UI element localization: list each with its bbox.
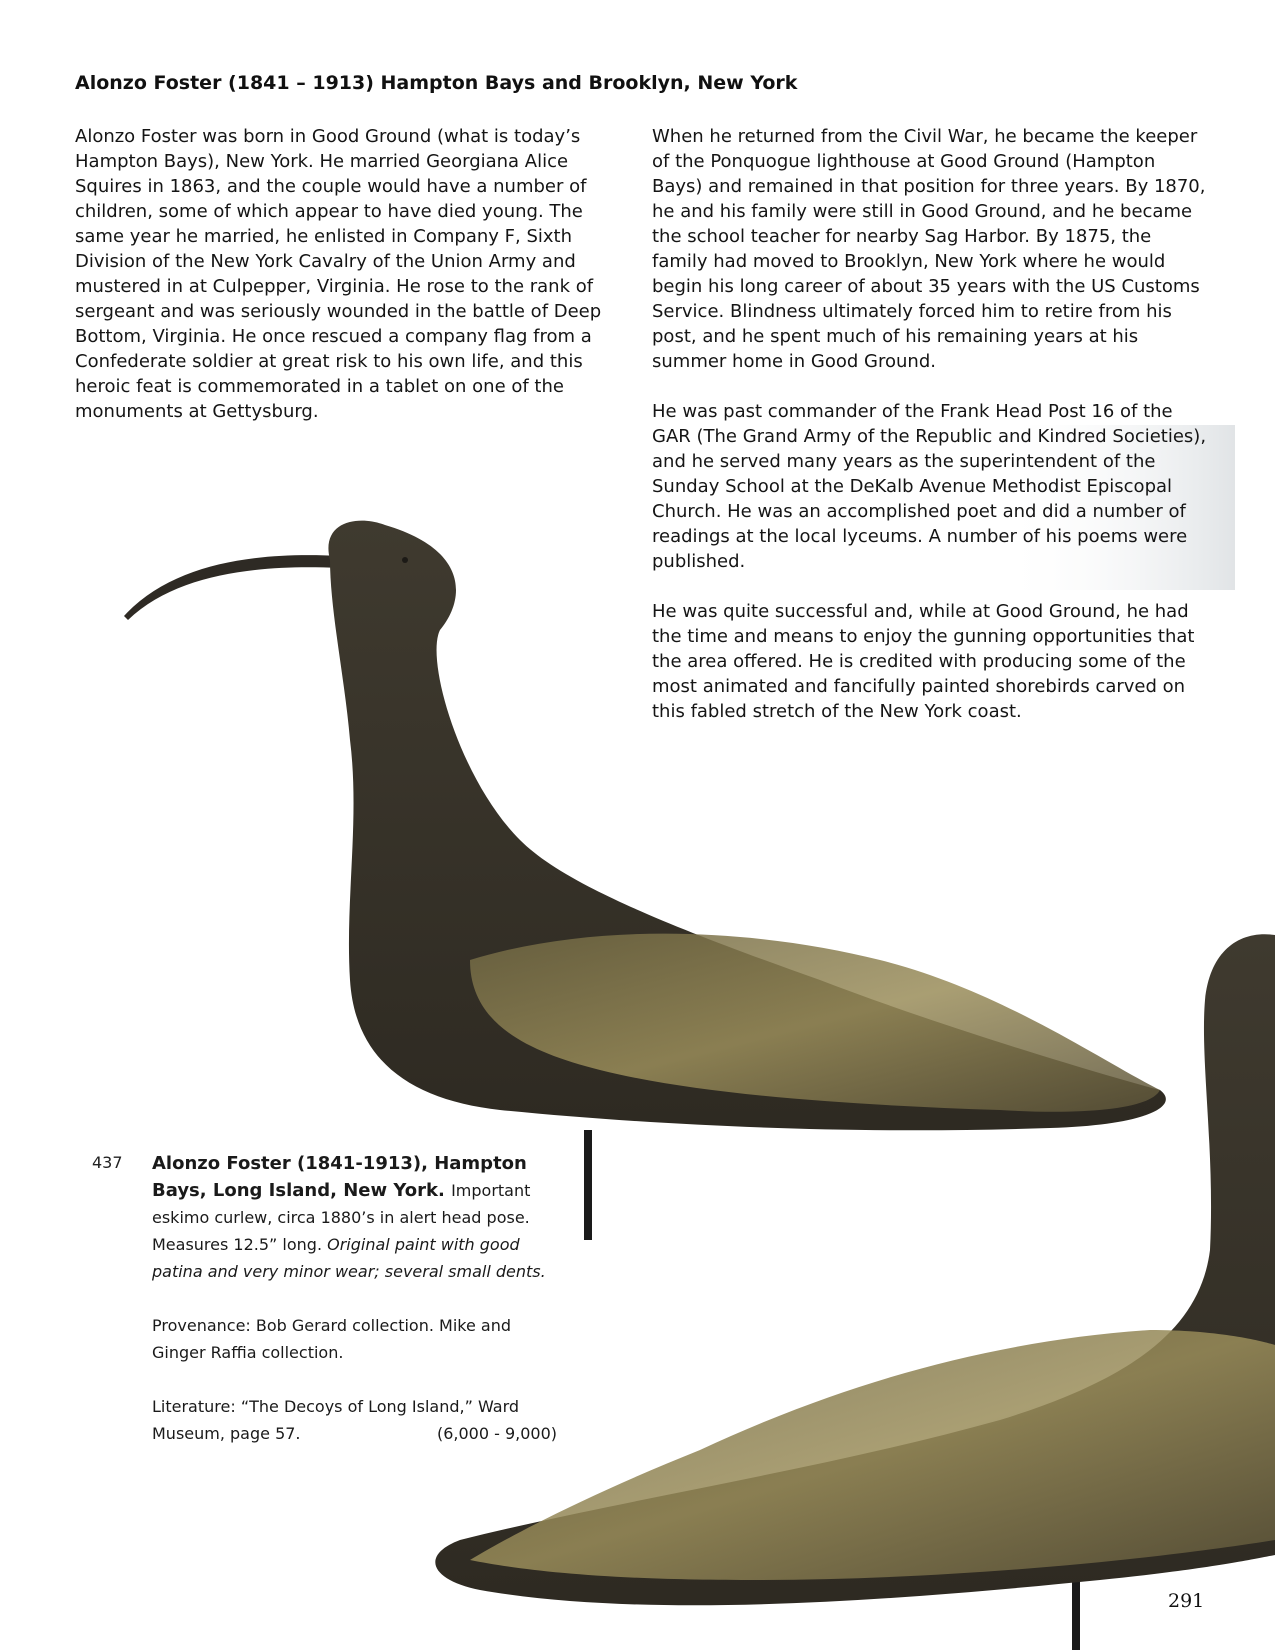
lot-condition: Original paint with good patina and very minor wear; several small dents. — [152, 1235, 546, 1281]
lot-details — [152, 1150, 557, 1285]
right-paragraph-1: When he returned from the Civil War, he became the keeper of the Ponquogue lighthouse at Good Ground (Hampton Bays) and remained in that position for three years. By 1870, he and his family were still in Good Ground, and he became the school teacher for nearby Sag Harbor. By 1875, the family had moved to Brooklyn, New York where he would begin his long career of about 35 years with the US Customs Service. Blindness ultimately forced him to retire from his post, and he spent much of his remaining years at his summer home in Good Ground. — [652, 126, 1206, 372]
curlew-eye — [402, 557, 408, 563]
decoy-stand — [584, 1130, 592, 1240]
left-paragraph-1: Alonzo Foster was born in Good Ground (what is today’s Hampton Bays), New York. He married Georgiana Alice Squires in 1863, and the couple would have a number of children, some of which appear to have died young. The same year he married, he enlisted in Company F, Sixth Division of the New York Cavalry of the Union Army and mustered in at Culpepper, Virginia. He rose to the rank of sergeant and was seriously wounded in the battle of Deep Bottom, Virginia. He once rescued a company flag from a Confederate soldier at great risk to his own life, and this heroic feat is commemorated in a tablet on one of the monuments at Gettysburg. — [75, 126, 602, 422]
lot-literature: Literature: “The Decoys of Long Island,” Ward Museum, page 57. — [152, 1397, 520, 1443]
left-column — [75, 124, 620, 449]
lot-number: 437 — [92, 1153, 123, 1172]
lot-title: Alonzo Foster (1841-1913), Hampton Bays, Long Island, New York. — [152, 1153, 527, 1201]
lot-provenance: Provenance: Bob Gerard collection. Mike and Ginger Raffia collection. — [152, 1316, 511, 1362]
lot-estimate: (6,000 - 9,000) — [436, 1424, 557, 1443]
right-paragraph-2: He was past commander of the Frank Head Post 16 of the GAR (The Grand Army of the Republic and Kindred Societies), and he served many years as the superintendent of the Sunday School at the DeKalb Avenue Methodist Episcopal Church. He was an accomplished poet and did a number of readings at the local lyceums. A number of his poems were published. — [652, 401, 1207, 572]
article-heading: Alonzo Foster (1841 – 1913) Hampton Bays and Brooklyn, New York — [75, 72, 798, 94]
page-number: 291 — [1168, 1590, 1205, 1612]
curlew-bill — [124, 555, 340, 620]
lot-description-text: Important eskimo curlew, circa 1880’s in alert head pose. Measures 12.5” long. — [152, 1181, 531, 1254]
right-column — [652, 124, 1207, 749]
lot-description — [152, 1150, 557, 1474]
lot-literature-block — [152, 1393, 557, 1447]
second-curlew-wing — [470, 1330, 1275, 1580]
right-paragraph-3: He was quite successful and, while at Good Ground, he had the time and means to enjoy the gunning opportunities that the area offered. He is credited with producing some of the most animated and fancifully painted shorebirds carved on this fabled stretch of the New York coast. — [652, 601, 1195, 722]
